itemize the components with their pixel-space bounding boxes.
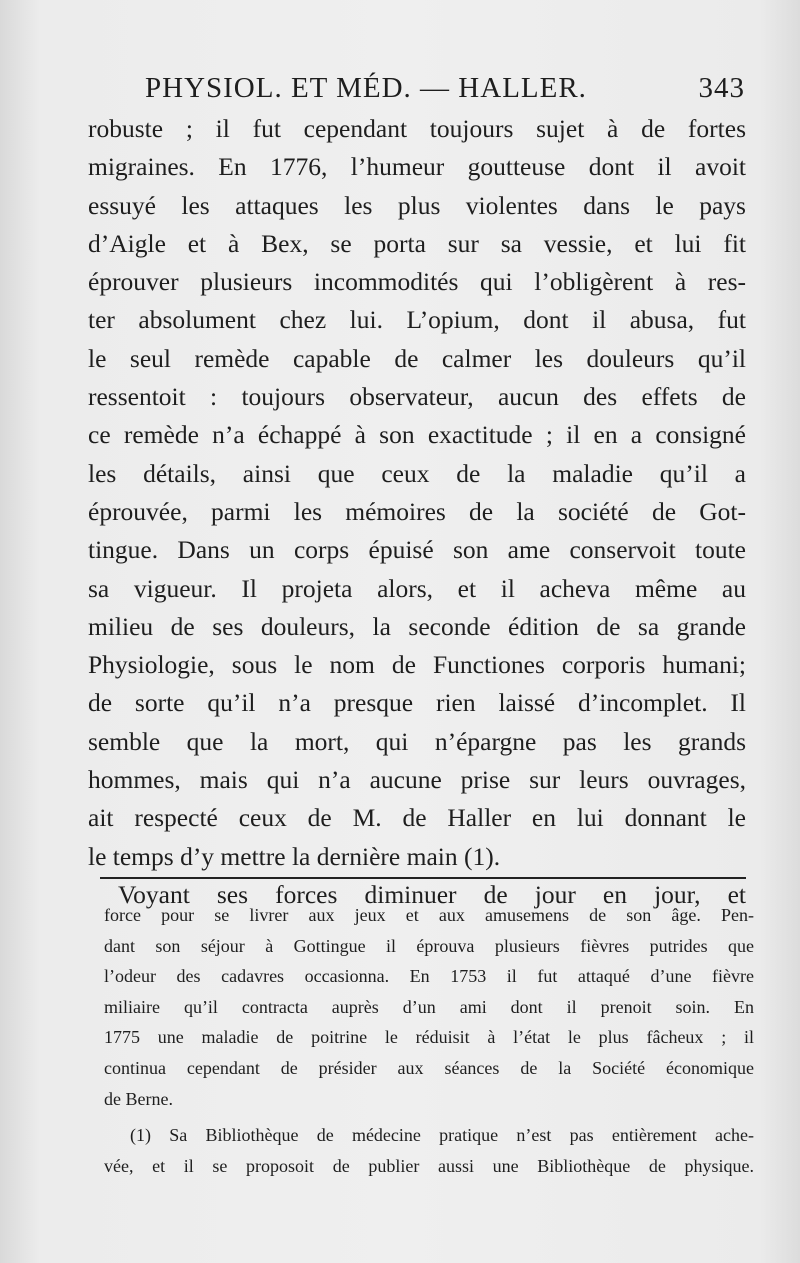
- text-line: essuyé les attaques les plus violentes dans le pays: [88, 190, 746, 220]
- footnote-divider: [100, 877, 746, 879]
- footnotes: [104, 900, 754, 1181]
- footnote-line: l’odeur des cadavres occasionna. En 1753 il fut attaqué d’une fièvre: [104, 966, 754, 987]
- main-text: [88, 110, 746, 914]
- text-line: hommes, mais qui n’a aucune prise sur leurs ouvrages,: [88, 765, 746, 795]
- text-line: Physiologie, sous le nom de Functiones corporis humani;: [88, 650, 746, 680]
- text-line: milieu de ses douleurs, la seconde édition de sa grande: [88, 611, 746, 641]
- text-line: ait respecté ceux de M. de Haller en lui donnant le: [88, 803, 746, 833]
- text-line: les détails, ainsi que ceux de la maladie qu’il a: [88, 458, 746, 488]
- text-line: éprouver plusieurs incommodités qui l’obligèrent à res-: [88, 267, 746, 297]
- text-line: sa vigueur. Il projeta alors, et il acheva même au: [88, 573, 746, 603]
- text-line: tingue. Dans un corps épuisé son ame conservoit toute: [88, 535, 746, 565]
- page-number: 343: [698, 72, 745, 104]
- text-line: ce remède n’a échappé à son exactitude ; il en a consigné: [88, 420, 746, 450]
- text-line: robuste ; il fut cependant toujours sujet à de fortes: [88, 114, 746, 143]
- footnote-line: dant son séjour à Gottingue il éprouva plusieurs fièvres putrides que: [104, 935, 754, 956]
- footnote-line: (1) Sa Bibliothèque de médecine pratique n’est pas entièrement ache-: [130, 1125, 754, 1146]
- footnote-line: vée, et il se proposoit de publier aussi une Bibliothèque de physique.: [104, 1155, 754, 1176]
- text-line: semble que la mort, qui n’épargne pas les grands: [88, 726, 746, 756]
- text-line: Voyant ses forces diminuer de jour en jour, et: [118, 879, 746, 909]
- text-line: éprouvée, parmi les mémoires de la société de Got-: [88, 496, 746, 526]
- footnote-line: miliaire qu’il contracta auprès d’un ami dont il prenoit soin. En: [104, 996, 754, 1017]
- running-title: PHYSIOL. ET MÉD. — HALLER.: [145, 72, 587, 104]
- footnote-line: force pour se livrer aux jeux et aux amusemens de son âge. Pen-: [104, 905, 754, 925]
- text-line: le temps d’y mettre la dernière main (1).: [88, 841, 501, 871]
- text-line: ressentoit : toujours observateur, aucun des effets de: [88, 382, 746, 412]
- running-header: [95, 72, 745, 112]
- text-line: migraines. En 1776, l’humeur goutteuse dont il avoit: [88, 152, 746, 182]
- text-line: de sorte qu’il n’a presque rien laissé d’incomplet. Il: [88, 688, 746, 718]
- text-line: ter absolument chez lui. L’opium, dont il abusa, fut: [88, 305, 746, 335]
- footnote-line: continua cependant de présider aux séances de la Société économique: [104, 1057, 754, 1078]
- footnote-line: 1775 une maladie de poitrine le réduisit à l’état le plus fâcheux ; il: [104, 1027, 754, 1048]
- footnote-line: de Berne.: [104, 1088, 173, 1109]
- text-line: d’Aigle et à Bex, se porta sur sa vessie, et lui fit: [88, 228, 746, 258]
- text-line: le seul remède capable de calmer les douleurs qu’il: [88, 343, 746, 373]
